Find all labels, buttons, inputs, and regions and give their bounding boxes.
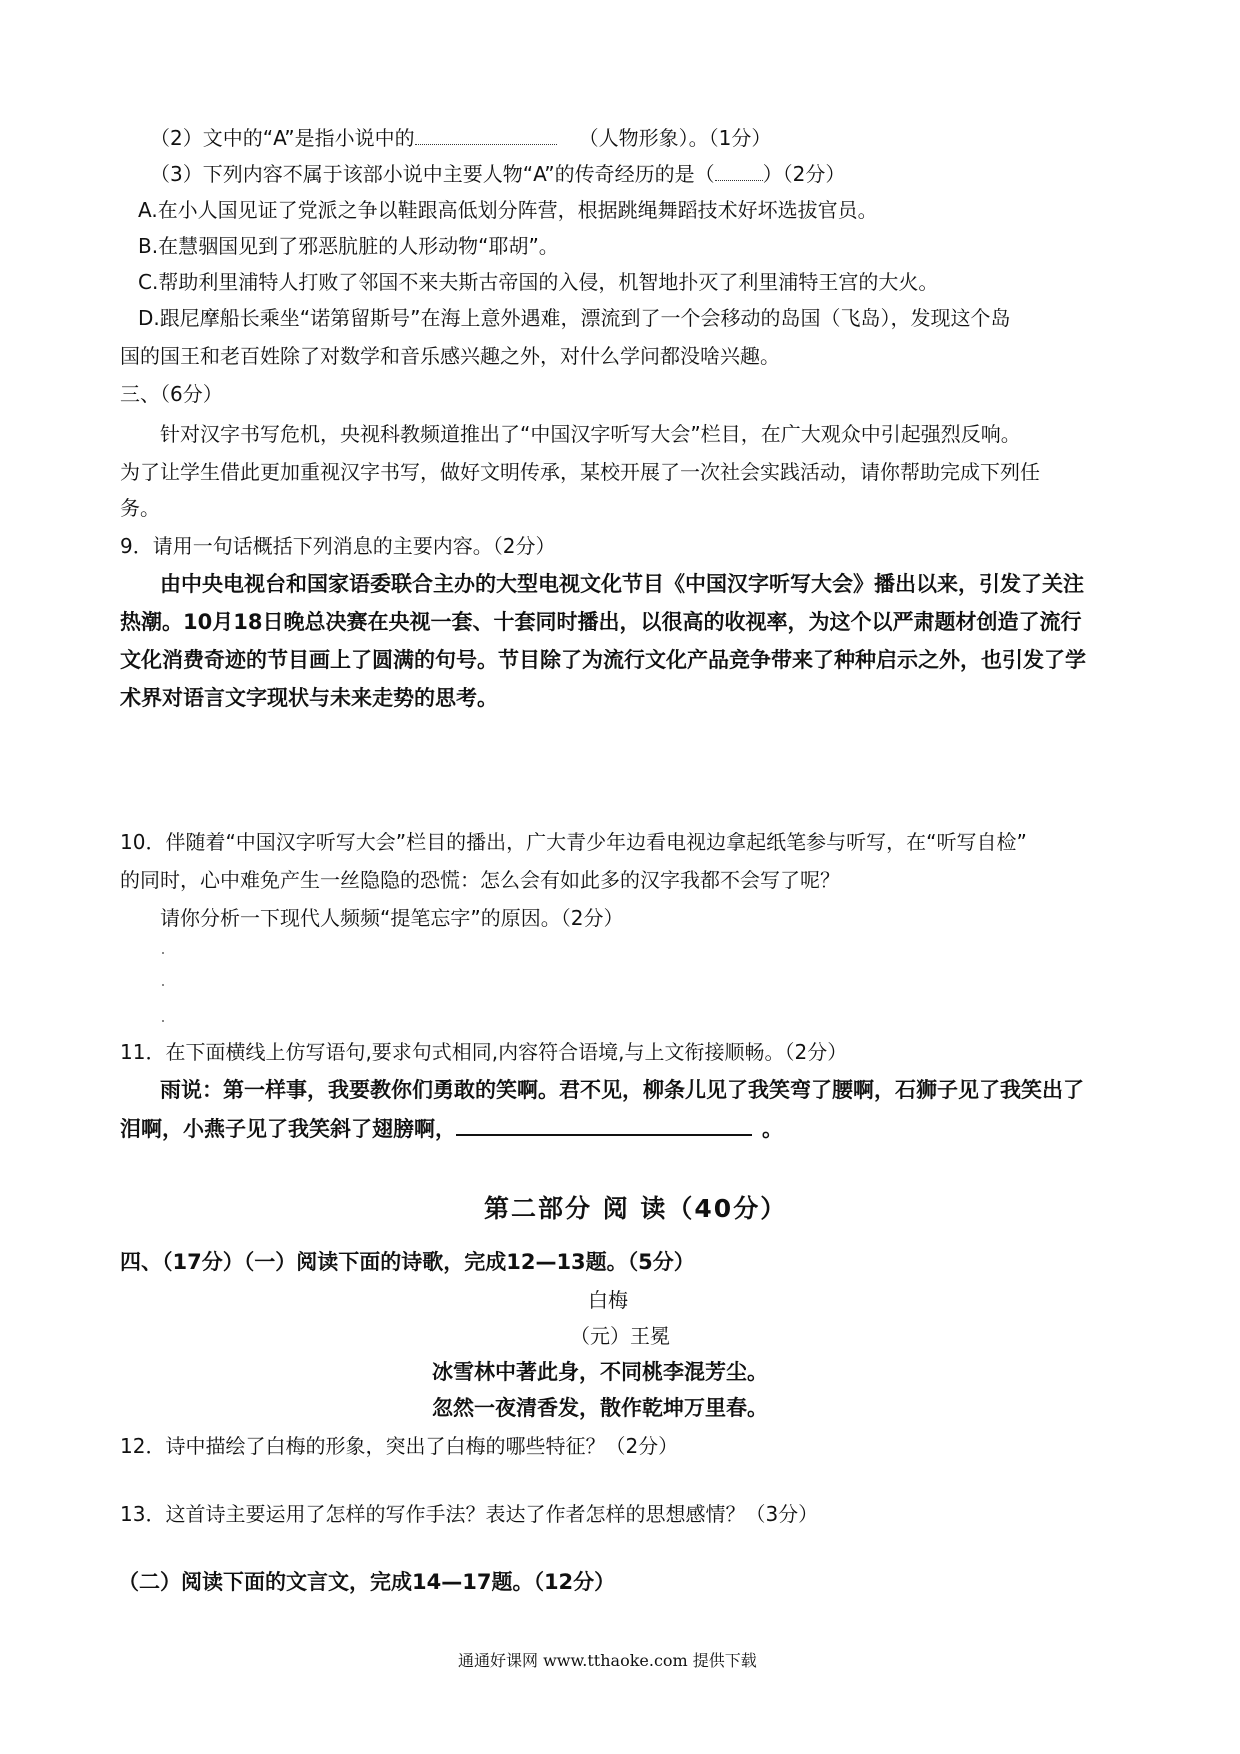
q11-text-end: 。 [762, 1117, 783, 1141]
q12-prompt: 12．诗中描绘了白梅的形象，突出了白梅的哪些特征？（2分） [120, 1434, 679, 1458]
q9-news-line1: 由中央电视台和国家语委联合主办的大型电视文化节目《中国汉字听写大会》播出以来，引发了关注 [160, 572, 1084, 596]
q8-option-d-line1: D.跟尼摩船长乘坐“诺第留斯号”在海上意外遇难，漂流到了一个会移动的岛国（飞岛），发现这个岛 [138, 306, 1011, 330]
q8-option-d-line2: 国的国王和老百姓除了对数学和音乐感兴趣之外，对什么学问都没啥兴趣。 [120, 344, 780, 368]
section4-heading: 四、（17分）（一）阅读下面的诗歌，完成12—13题。（5分） [120, 1250, 695, 1274]
q8-sub2-blank[interactable] [415, 124, 557, 145]
q8-option-c: C.帮助利里浦特人打败了邻国不来夫斯古帝国的入侵，机智地扑灭了利里浦特王宫的大火。 [138, 270, 939, 294]
q9-news-line3: 文化消费奇迹的节目画上了圆满的句号。节目除了为流行文化产品竞争带来了种种启示之外，也引发了学 [120, 648, 1086, 672]
section3-heading: 三、（6分） [120, 382, 223, 406]
part2-title: 第二部分 阅 读（40分） [484, 1194, 788, 1223]
q11-answer-blank[interactable] [456, 1114, 752, 1136]
q9-prompt: 9．请用一句话概括下列消息的主要内容。（2分） [120, 534, 556, 558]
q8-sub3-suffix: ）（2分） [762, 162, 846, 186]
scan-dot [162, 952, 164, 954]
q10-line2: 的同时，心中难免产生一丝隐隐的恐慌：怎么会有如此多的汉字我都不会写了呢？ [120, 868, 840, 892]
q11-text-line2-content: 泪啊，小燕子见了我笑斜了翅膀啊， [120, 1117, 456, 1141]
q8-sub2-suffix: （人物形象）。（1分） [578, 126, 772, 150]
section3-intro-line3: 务。 [120, 496, 160, 520]
scan-dot [162, 984, 164, 986]
q11-text-line2 [120, 1114, 783, 1143]
q8-option-a: A.在小人国见证了党派之争以鞋跟高低划分阵营，根据跳绳舞蹈技术好坏选拔官员。 [138, 198, 878, 222]
poem-title: 白梅 [588, 1288, 628, 1312]
section3-intro-line1: 针对汉字书写危机，央视科教频道推出了“中国汉字听写大会”栏目，在广大观众中引起强烈反响。 [160, 422, 1021, 446]
q8-sub3-prefix: （3）下列内容不属于该部小说中主要人物“A”的传奇经历的是（ [150, 162, 715, 186]
section4-part-two: （二）阅读下面的文言文，完成14—17题。（12分） [118, 1570, 616, 1594]
q10-line1: 10．伴随着“中国汉字听写大会”栏目的播出，广大青少年边看电视边拿起纸笔参与听写，在“听写自检” [120, 830, 1027, 854]
poem-line2: 忽然一夜清香发，散作乾坤万里春。 [432, 1396, 768, 1420]
q8-sub3 [150, 160, 845, 188]
section3-intro-line2: 为了让学生借此更加重视汉字书写，做好文明传承，某校开展了一次社会实践活动，请你帮助完成下列任 [120, 460, 1040, 484]
q8-sub2-prefix: （2）文中的“A”是指小说中的 [150, 126, 415, 150]
q10-line3: 请你分析一下现代人频频“提笔忘字”的原因。（2分） [160, 906, 624, 930]
poem-line1: 冰雪林中著此身，不同桃李混芳尘。 [432, 1360, 768, 1384]
q9-news-line2: 热潮。10月18日晚总决赛在央视一套、十套同时播出，以很高的收视率，为这个以严肃题材创造了流行 [120, 610, 1082, 634]
q11-text-line1: 雨说：第一样事，我要教你们勇敢的笑啊。君不见，柳条儿见了我笑弯了腰啊，石狮子见了我笑出了 [160, 1078, 1084, 1102]
page-footer: 通通好课网 www.tthaoke.com 提供下载 [458, 1651, 757, 1670]
q8-option-b: B.在慧骃国见到了邪恶肮脏的人形动物“耶胡”。 [138, 234, 559, 258]
poem-author: （元）王冕 [570, 1324, 670, 1348]
q8-sub3-blank[interactable] [715, 160, 763, 181]
q13-prompt: 13．这首诗主要运用了怎样的写作手法？表达了作者怎样的思想感情？（3分） [120, 1502, 819, 1526]
scan-dot [162, 1020, 164, 1022]
q8-sub2 [150, 124, 771, 152]
q11-prompt: 11．在下面横线上仿写语句,要求句式相同,内容符合语境,与上文衔接顺畅。（2分） [120, 1040, 848, 1064]
q9-news-line4: 术界对语言文字现状与未来走势的思考。 [120, 686, 498, 710]
